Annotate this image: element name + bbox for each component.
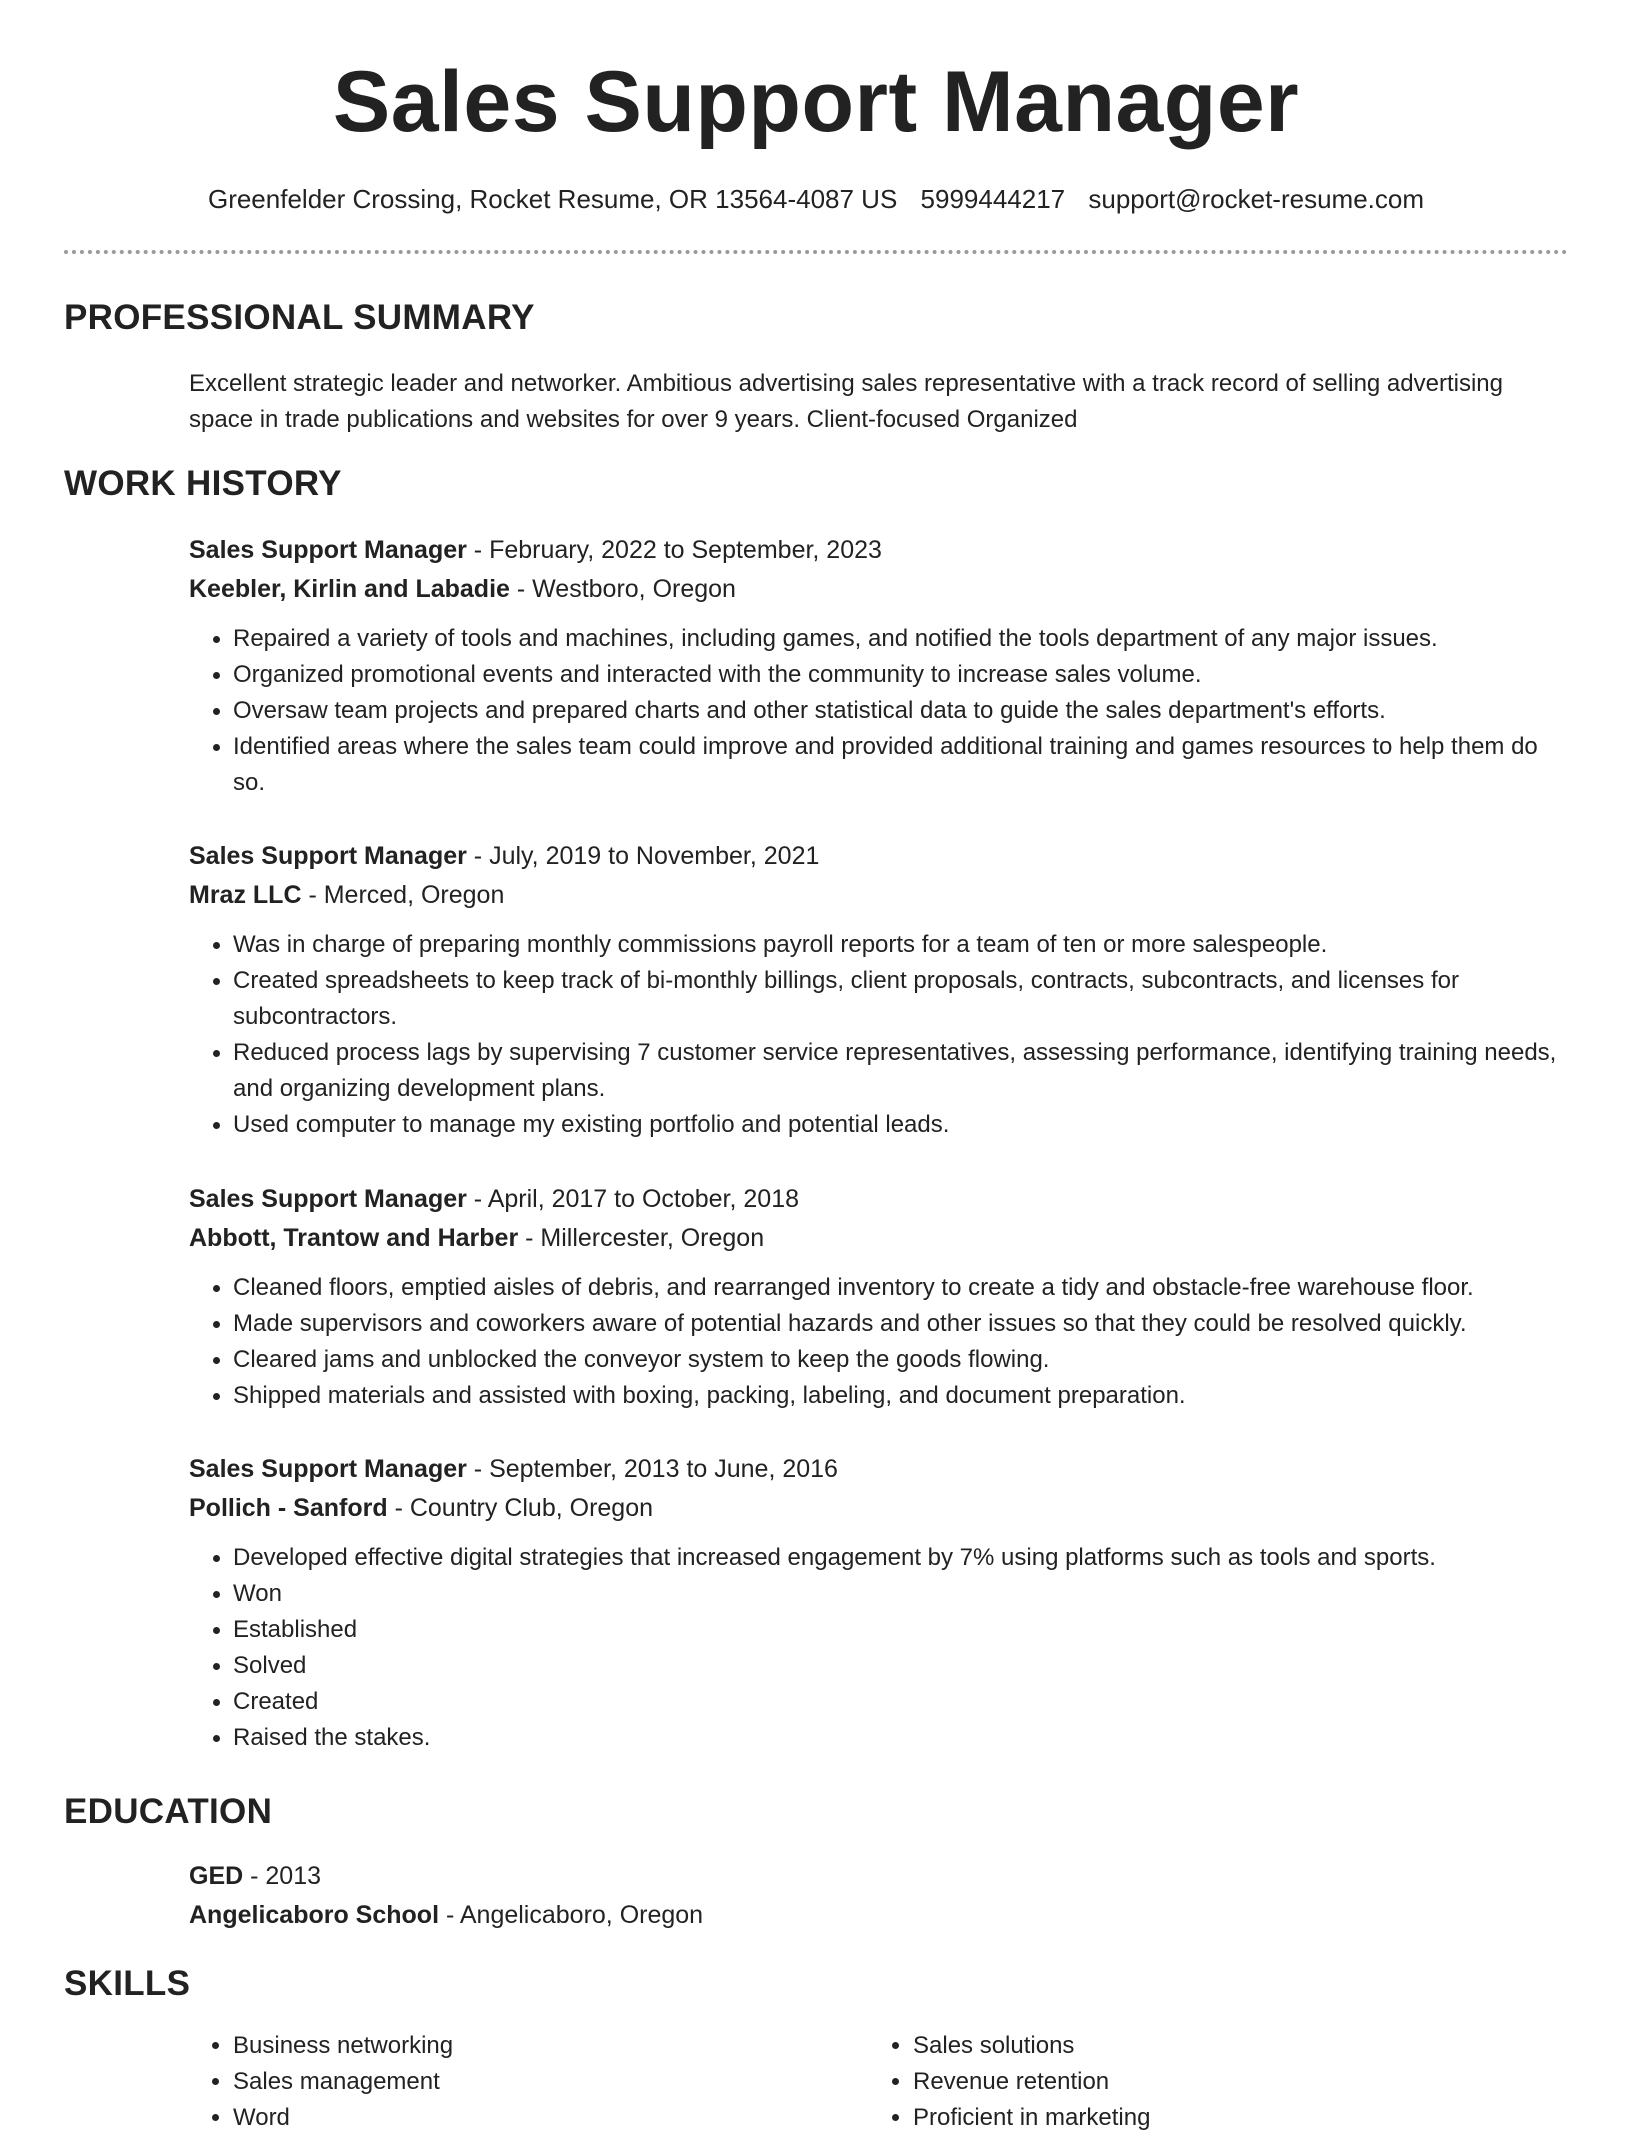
job-company-line	[189, 1219, 1569, 1258]
job-bullets	[189, 1540, 1569, 1756]
contact-address: Greenfelder Crossing, Rocket Resume, OR 13564-4087 US	[207, 184, 898, 214]
job-entry	[189, 837, 1569, 1143]
job-company-line	[189, 570, 1569, 609]
job-entry	[189, 1450, 1569, 1756]
skill-item: • Business networking	[233, 2028, 869, 2064]
job-dates: - February, 2022 to September, 2023	[466, 536, 882, 564]
job-title-line	[189, 837, 1569, 876]
skills-column-right	[869, 2028, 1549, 2136]
job-title-line	[189, 1180, 1569, 1219]
education-degree-line	[189, 1857, 1569, 1896]
skills-list	[189, 2028, 1569, 2136]
job-company-line	[189, 876, 1569, 915]
job-bullet: • Reduced process lags by supervising 7 customer service representatives, assessing performance, identifying training needs, and organizing development plans.	[233, 1035, 1569, 1107]
job-bullet: • Won	[233, 1576, 1569, 1612]
job-bullet: • Raised the stakes.	[233, 1720, 1569, 1756]
education-entry	[189, 1857, 1569, 1935]
education-degree: GED	[189, 1862, 244, 1890]
contact-phone: 5999444217	[920, 184, 1066, 214]
job-dates: - April, 2017 to October, 2018	[466, 1185, 800, 1213]
job-title-line	[189, 531, 1569, 570]
job-bullet: • Created spreadsheets to keep track of bi-monthly billings, client proposals, contracts, subcontracts, and licenses for subcontractors.	[233, 963, 1569, 1035]
job-position: Sales Support Manager	[189, 536, 467, 564]
job-bullet: • Oversaw team projects and prepared charts and other statistical data to guide the sales department's efforts.	[233, 693, 1569, 729]
job-bullets	[189, 1270, 1569, 1414]
job-company: Pollich - Sanford	[189, 1494, 388, 1522]
job-entry	[189, 531, 1569, 801]
education-school-line	[189, 1896, 1569, 1935]
job-bullet: • Developed effective digital strategies that increased engagement by 7% using platforms such as tools and sports.	[233, 1540, 1569, 1576]
candidate-name: Sales Support Manager	[332, 54, 1300, 150]
contact-line	[0, 182, 1632, 216]
job-bullet: • Used computer to manage my existing portfolio and potential leads.	[233, 1107, 1569, 1143]
job-company: Abbott, Trantow and Harber	[189, 1224, 519, 1252]
skill-item: • Word	[233, 2100, 869, 2136]
job-bullets	[189, 621, 1569, 801]
job-bullet: • Identified areas where the sales team could improve and provided additional training and games resources to help them do so.	[233, 729, 1569, 801]
job-entry	[189, 1180, 1569, 1414]
education-school: Angelicaboro School	[189, 1901, 440, 1929]
job-bullet: • Shipped materials and assisted with boxing, packing, labeling, and document preparation.	[233, 1378, 1569, 1414]
job-bullet: • Cleaned floors, emptied aisles of debris, and rearranged inventory to create a tidy and obstacle-free warehouse floor.	[233, 1270, 1569, 1306]
job-location: - Merced, Oregon	[301, 881, 505, 909]
job-location: - Westboro, Oregon	[509, 575, 736, 603]
contact-email[interactable]: support@rocket-resume.com	[1088, 184, 1425, 214]
section-title-summary: PROFESSIONAL SUMMARY	[64, 298, 535, 337]
job-title-line	[189, 1450, 1569, 1489]
job-position: Sales Support Manager	[189, 1185, 467, 1213]
job-bullet: • Repaired a variety of tools and machines, including games, and notified the tools department of any major issues.	[233, 621, 1569, 657]
skills-column-left	[189, 2028, 869, 2136]
education-location: - Angelicaboro, Oregon	[439, 1901, 704, 1929]
skill-item: • Sales solutions	[913, 2028, 1549, 2064]
job-company: Keebler, Kirlin and Labadie	[189, 575, 510, 603]
job-bullet: • Was in charge of preparing monthly commissions payroll reports for a team of ten or more salespeople.	[233, 927, 1569, 963]
job-dates: - July, 2019 to November, 2021	[466, 842, 820, 870]
job-position: Sales Support Manager	[189, 1455, 467, 1483]
job-bullet: • Created	[233, 1684, 1569, 1720]
job-dates: - September, 2013 to June, 2016	[466, 1455, 838, 1483]
job-company-line	[189, 1489, 1569, 1528]
job-location: - Country Club, Oregon	[387, 1494, 654, 1522]
job-position: Sales Support Manager	[189, 842, 467, 870]
job-bullet: • Cleared jams and unblocked the conveyor system to keep the goods flowing.	[233, 1342, 1569, 1378]
education-year: - 2013	[243, 1862, 322, 1890]
job-bullets	[189, 927, 1569, 1143]
job-location: - Millercester, Oregon	[518, 1224, 765, 1252]
summary-text: Excellent strategic leader and networker. Ambitious advertising sales representative with a track record of selling advertising space in trade publications and websites for over 9 years. Client-focused Organized	[189, 370, 1503, 433]
job-bullet: • Solved	[233, 1648, 1569, 1684]
section-title-skills: SKILLS	[64, 1964, 191, 2003]
section-title-education: EDUCATION	[64, 1792, 273, 1831]
skill-item: • Sales management	[233, 2064, 869, 2100]
skill-item: • Proficient in marketing	[913, 2100, 1549, 2136]
skill-item: • Revenue retention	[913, 2064, 1549, 2100]
job-bullet: • Established	[233, 1612, 1569, 1648]
job-company: Mraz LLC	[189, 881, 302, 909]
header-divider	[64, 250, 1568, 254]
job-bullet: • Made supervisors and coworkers aware of potential hazards and other issues so that they could be resolved quickly.	[233, 1306, 1569, 1342]
job-bullet: • Organized promotional events and interacted with the community to increase sales volume.	[233, 657, 1569, 693]
section-title-work-history: WORK HISTORY	[64, 464, 342, 503]
